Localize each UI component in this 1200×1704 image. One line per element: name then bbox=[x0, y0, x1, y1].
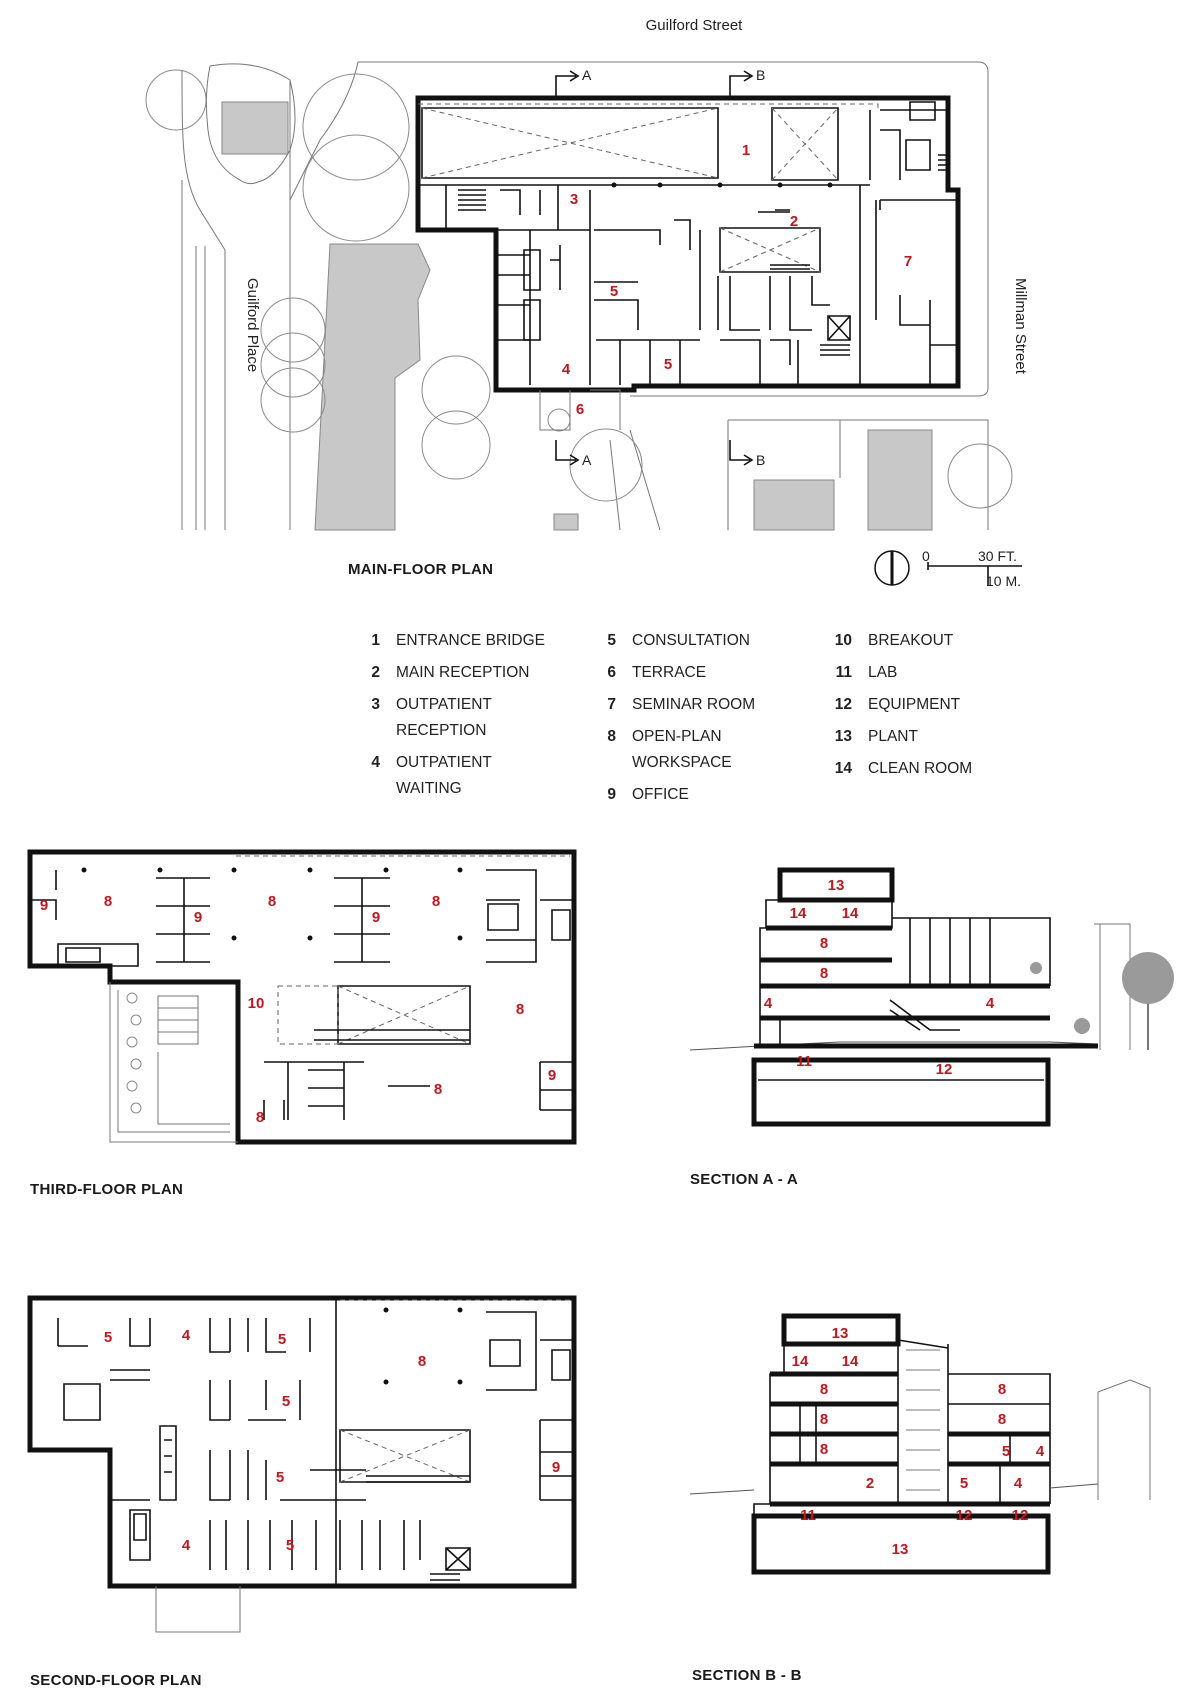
room-label: 12 bbox=[955, 1506, 973, 1524]
lift-core bbox=[430, 1548, 470, 1580]
room-label: 8 bbox=[431, 892, 441, 910]
plan-title-section-bb: SECTION B - B bbox=[692, 1667, 802, 1684]
curb-line bbox=[182, 70, 225, 530]
room-label: 5 bbox=[663, 355, 673, 373]
floor-slabs bbox=[948, 1434, 1050, 1464]
room-label: 14 bbox=[791, 1352, 809, 1370]
room-label: 8 bbox=[819, 1380, 829, 1398]
room-label: 8 bbox=[417, 1352, 427, 1370]
structural-columns bbox=[384, 1308, 463, 1385]
bridge-outline bbox=[156, 1586, 240, 1632]
room-label: 10 bbox=[247, 994, 265, 1012]
room-label: 13 bbox=[831, 1324, 849, 1342]
legend-item: 10 BREAKOUT bbox=[834, 632, 954, 649]
room-label: 4 bbox=[763, 994, 773, 1012]
curb-line bbox=[196, 246, 205, 530]
section-mark-a-bottom bbox=[556, 440, 592, 468]
street-label-east: Millman Street bbox=[1012, 278, 1029, 374]
room-label: 14 bbox=[841, 1352, 859, 1370]
neighbour-building bbox=[868, 430, 932, 530]
plan-title-section-aa: SECTION A - A bbox=[690, 1171, 799, 1188]
room-label: 7 bbox=[903, 252, 913, 270]
room-label: 5 bbox=[275, 1468, 285, 1486]
room-label: 8 bbox=[819, 1440, 829, 1458]
room-label: 12 bbox=[1011, 1506, 1029, 1524]
north-arrow bbox=[875, 551, 909, 585]
room-label: 4 bbox=[181, 1536, 191, 1554]
legend-column bbox=[352, 628, 546, 808]
room-label: 6 bbox=[575, 400, 585, 418]
stair bbox=[64, 1370, 150, 1420]
ground-line bbox=[690, 1484, 1098, 1494]
scale-bar bbox=[922, 548, 1022, 589]
legend-item: 11 LAB bbox=[835, 664, 898, 681]
section-aa bbox=[690, 870, 1174, 1188]
third-floor-plan bbox=[30, 852, 574, 1198]
main-floor-plan bbox=[146, 17, 1029, 589]
room-label: 4 bbox=[181, 1326, 191, 1344]
stair bbox=[300, 1470, 470, 1500]
stair bbox=[160, 1426, 176, 1500]
legend-item: 1 ENTRANCE BRIDGE bbox=[371, 632, 545, 649]
room-label: 5 bbox=[285, 1536, 295, 1554]
atrium bbox=[898, 1340, 948, 1504]
consult-wall bbox=[210, 1450, 300, 1500]
floor-slabs bbox=[760, 870, 1050, 1018]
neighbour-building bbox=[754, 480, 834, 530]
room-label: 13 bbox=[891, 1540, 909, 1558]
room-label: 9 bbox=[547, 1066, 557, 1084]
legend-item: 3 OUTPATIENT RECEPTION bbox=[371, 696, 492, 739]
room-label: 9 bbox=[371, 908, 381, 926]
section-mark-b-bottom bbox=[730, 440, 765, 468]
room-label: 11 bbox=[796, 1052, 812, 1070]
consult-wall bbox=[210, 1318, 310, 1352]
interior-wall bbox=[800, 1404, 816, 1464]
canopy-dashed-line bbox=[418, 104, 878, 110]
room-label: 5 bbox=[281, 1392, 291, 1410]
svg-text:B: B bbox=[756, 67, 766, 83]
room-label: 3 bbox=[569, 190, 579, 208]
room-label: 12 bbox=[935, 1060, 953, 1078]
legend-column bbox=[824, 628, 1018, 788]
stair bbox=[58, 944, 138, 966]
room-label: 5 bbox=[959, 1474, 969, 1492]
svg-text:10 M.: 10 M. bbox=[986, 573, 1022, 589]
svg-text:B: B bbox=[756, 452, 766, 468]
section-mark-b-top bbox=[730, 67, 765, 96]
room-label: 1 bbox=[741, 141, 751, 159]
plan-title-main: MAIN-FLOOR PLAN bbox=[348, 561, 494, 578]
room-label: 2 bbox=[865, 1474, 875, 1492]
legend-item: 5 CONSULTATION bbox=[607, 632, 750, 649]
neighbour-building bbox=[315, 244, 430, 530]
street-label-north: Guilford Street bbox=[645, 17, 743, 34]
room-label: 8 bbox=[819, 964, 829, 982]
consult-wall bbox=[210, 1520, 420, 1570]
void-cross bbox=[278, 986, 470, 1044]
legend-column bbox=[588, 628, 782, 814]
room-label: 8 bbox=[819, 1410, 829, 1428]
section-mark-a-top bbox=[556, 67, 592, 96]
atrium-stair bbox=[906, 1350, 940, 1490]
svg-text:A: A bbox=[582, 452, 592, 468]
west-facade bbox=[754, 1344, 784, 1516]
legend-item: 14 CLEAN ROOM bbox=[834, 760, 973, 777]
room-label: 9 bbox=[193, 908, 203, 926]
room-label: 5 bbox=[103, 1328, 113, 1346]
lab-wall bbox=[780, 1018, 840, 1046]
room-label: 4 bbox=[561, 360, 571, 378]
room-label: 11 bbox=[800, 1506, 816, 1524]
room-label: 8 bbox=[267, 892, 277, 910]
lift-core bbox=[110, 1498, 150, 1586]
building-outline bbox=[418, 98, 958, 390]
legend-item: 12 EQUIPMENT bbox=[834, 696, 961, 713]
planter bbox=[127, 993, 230, 1124]
tree bbox=[1030, 952, 1174, 1050]
room-label: 14 bbox=[841, 904, 859, 922]
building-core bbox=[486, 1312, 574, 1390]
room-label: 9 bbox=[39, 896, 49, 914]
legend-item: 6 TERRACE bbox=[607, 664, 707, 681]
legend-item: 8 OPEN-PLAN WORKSPACE bbox=[607, 728, 732, 771]
legend-item: 4 OUTPATIENT WAITING bbox=[371, 754, 492, 797]
room-label: 8 bbox=[997, 1380, 1007, 1398]
building-core bbox=[486, 870, 574, 962]
floor-slabs bbox=[770, 1374, 1050, 1504]
room-label: 13 bbox=[827, 876, 845, 894]
void-cross bbox=[340, 1430, 470, 1482]
office-cluster bbox=[334, 878, 390, 962]
room-label: 8 bbox=[997, 1410, 1007, 1428]
neighbour-building bbox=[554, 514, 578, 530]
room-label: 5 bbox=[609, 282, 619, 300]
office-wall bbox=[540, 1062, 574, 1110]
room-label: 5 bbox=[277, 1330, 287, 1348]
terrace-outline bbox=[110, 982, 238, 1142]
room-label: 9 bbox=[551, 1458, 561, 1476]
neighbour-building bbox=[222, 102, 288, 154]
interior-walls bbox=[446, 102, 958, 385]
section-bb bbox=[690, 1316, 1150, 1684]
room-label: 8 bbox=[515, 1000, 525, 1018]
plan-title-second: SECOND-FLOOR PLAN bbox=[30, 1672, 202, 1689]
legend-item: 7 SEMINAR ROOM bbox=[607, 696, 756, 713]
room-label: 4 bbox=[1035, 1442, 1045, 1460]
room-label: 8 bbox=[255, 1108, 265, 1126]
street-label-west: Guilford Place bbox=[244, 278, 261, 373]
plan-title-third: THIRD-FLOOR PLAN bbox=[30, 1181, 184, 1198]
office-wall bbox=[264, 1062, 430, 1120]
room-label: 2 bbox=[789, 212, 799, 230]
room-label: 5 bbox=[1001, 1442, 1011, 1460]
room-label: 8 bbox=[103, 892, 113, 910]
room-label: 4 bbox=[1013, 1474, 1023, 1492]
stair bbox=[890, 1000, 960, 1030]
legend-item: 9 OFFICE bbox=[607, 786, 689, 803]
neighbour-building bbox=[1098, 1380, 1150, 1500]
room-label: 14 bbox=[789, 904, 807, 922]
void-cross bbox=[422, 108, 718, 178]
legend-item: 2 MAIN RECEPTION bbox=[371, 664, 530, 681]
svg-text:30 FT.: 30 FT. bbox=[978, 548, 1017, 564]
legend-item: 13 PLANT bbox=[834, 728, 918, 745]
adjacent-building bbox=[892, 918, 1050, 986]
room-label: 8 bbox=[433, 1080, 443, 1098]
svg-text:A: A bbox=[582, 67, 592, 83]
room-label: 4 bbox=[985, 994, 995, 1012]
curb-line bbox=[610, 430, 660, 530]
void-cross bbox=[772, 108, 838, 180]
svg-text:0: 0 bbox=[922, 548, 930, 564]
room-label: 8 bbox=[819, 934, 829, 952]
second-floor-plan bbox=[30, 1298, 574, 1689]
